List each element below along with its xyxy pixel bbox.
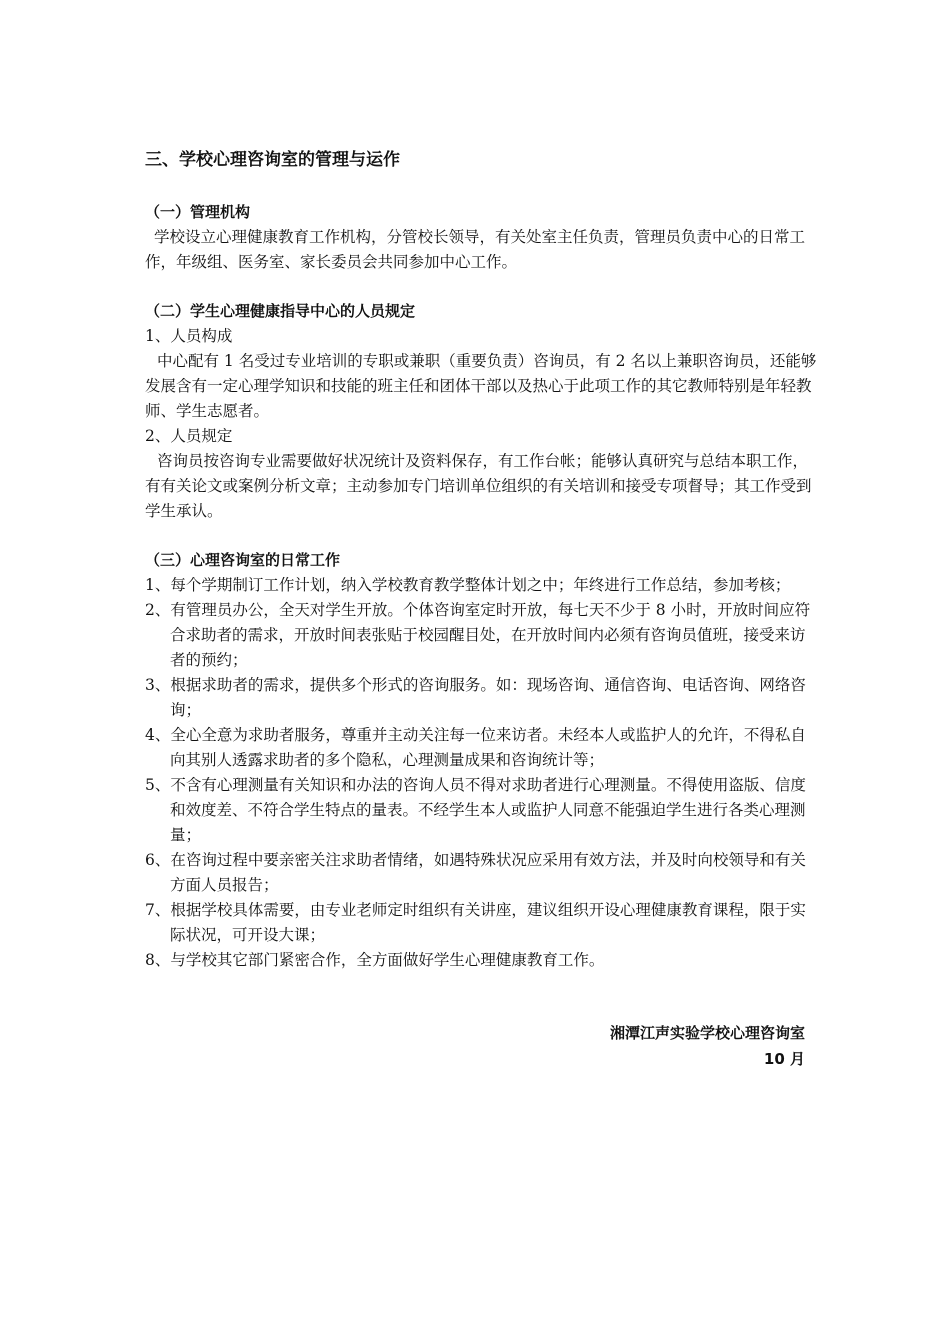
subsection-body-composition: 中心配有 1 名受过专业培训的专职或兼职（重要负责）咨询员，有 2 名以上兼职咨询员，还能够发展含有一定心理学知识和技能的班主任和团体干部以及热心于此项工作的其它教师特别是年轻教师、学生志愿者。	[145, 352, 817, 420]
list-item: 3、根据求助者的需求，提供多个形式的咨询服务。如：现场咨询、通信咨询、电话咨询、网络咨询；	[145, 676, 806, 719]
daily-work-list	[145, 573, 817, 973]
document-body	[145, 146, 817, 973]
list-item: 4、全心全意为求助者服务，尊重并主动关注每一位来访者。未经本人或监护人的允许，不得私自向其别人透露求助者的多个隐私，心理测量成果和咨询统计等；	[145, 726, 806, 769]
spacer	[145, 524, 817, 548]
signature-organization: 湘潭江声实验学校心理咨询室	[609, 1024, 805, 1042]
list-item: 2、有管理员办公，全天对学生开放。个体咨询室定时开放，每七天不少于 8 小时，开放时间应符合求助者的需求，开放时间表张贴于校园醒目处，在开放时间内必须有咨询员值班，接受来访者的预约；	[145, 601, 811, 669]
list-item: 7、根据学校具体需要，由专业老师定时组织有关讲座，建议组织开设心理健康教育课程，限于实际状况，可开设大课；	[145, 901, 806, 944]
list-item: 8、与学校其它部门紧密合作，全方面做好学生心理健康教育工作。	[145, 951, 605, 969]
section-body-management: 学校设立心理健康教育工作机构，分管校长领导，有关处室主任负责，管理员负责中心的日常工作，年级组、医务室、家长委员会共同参加中心工作。	[145, 228, 806, 271]
document-title: 三、学校心理咨询室的管理与运作	[145, 150, 400, 170]
section-heading-management: （一）管理机构	[145, 203, 251, 221]
subsection-body-requirements: 咨询员按咨询专业需要做好状况统计及资料保存，有工作台帐；能够认真研究与总结本职工作，有有关论文或案例分析文章；主动参加专门培训单位组织的有关培训和接受专项督导；其工作受到学生承认。	[145, 452, 812, 520]
list-item: 1、每个学期制订工作计划，纳入学校教育教学整体计划之中；年终进行工作总结，参加考核；	[145, 576, 791, 594]
section-heading-staff: （二）学生心理健康指导中心的人员规定	[145, 302, 416, 320]
section-heading-daily-work: （三）心理咨询室的日常工作	[145, 551, 341, 569]
subsection-title-composition: 1、人员构成	[145, 327, 233, 345]
spacer	[145, 275, 817, 299]
list-item: 5、不含有心理测量有关知识和办法的咨询人员不得对求助者进行心理测量。不得使用盗版、信度和效度差、不符合学生特点的量表。不经学生本人或监护人同意不能强迫学生进行各类心理测量；	[145, 776, 806, 844]
signature-date: 10 月	[763, 1050, 805, 1068]
list-item: 6、在咨询过程中要亲密关注求助者情绪，如遇特殊状况应采用有效方法，并及时向校领导和有关方面人员报告；	[145, 851, 806, 894]
signature-block	[610, 1020, 805, 1072]
subsection-title-requirements: 2、人员规定	[145, 427, 233, 445]
